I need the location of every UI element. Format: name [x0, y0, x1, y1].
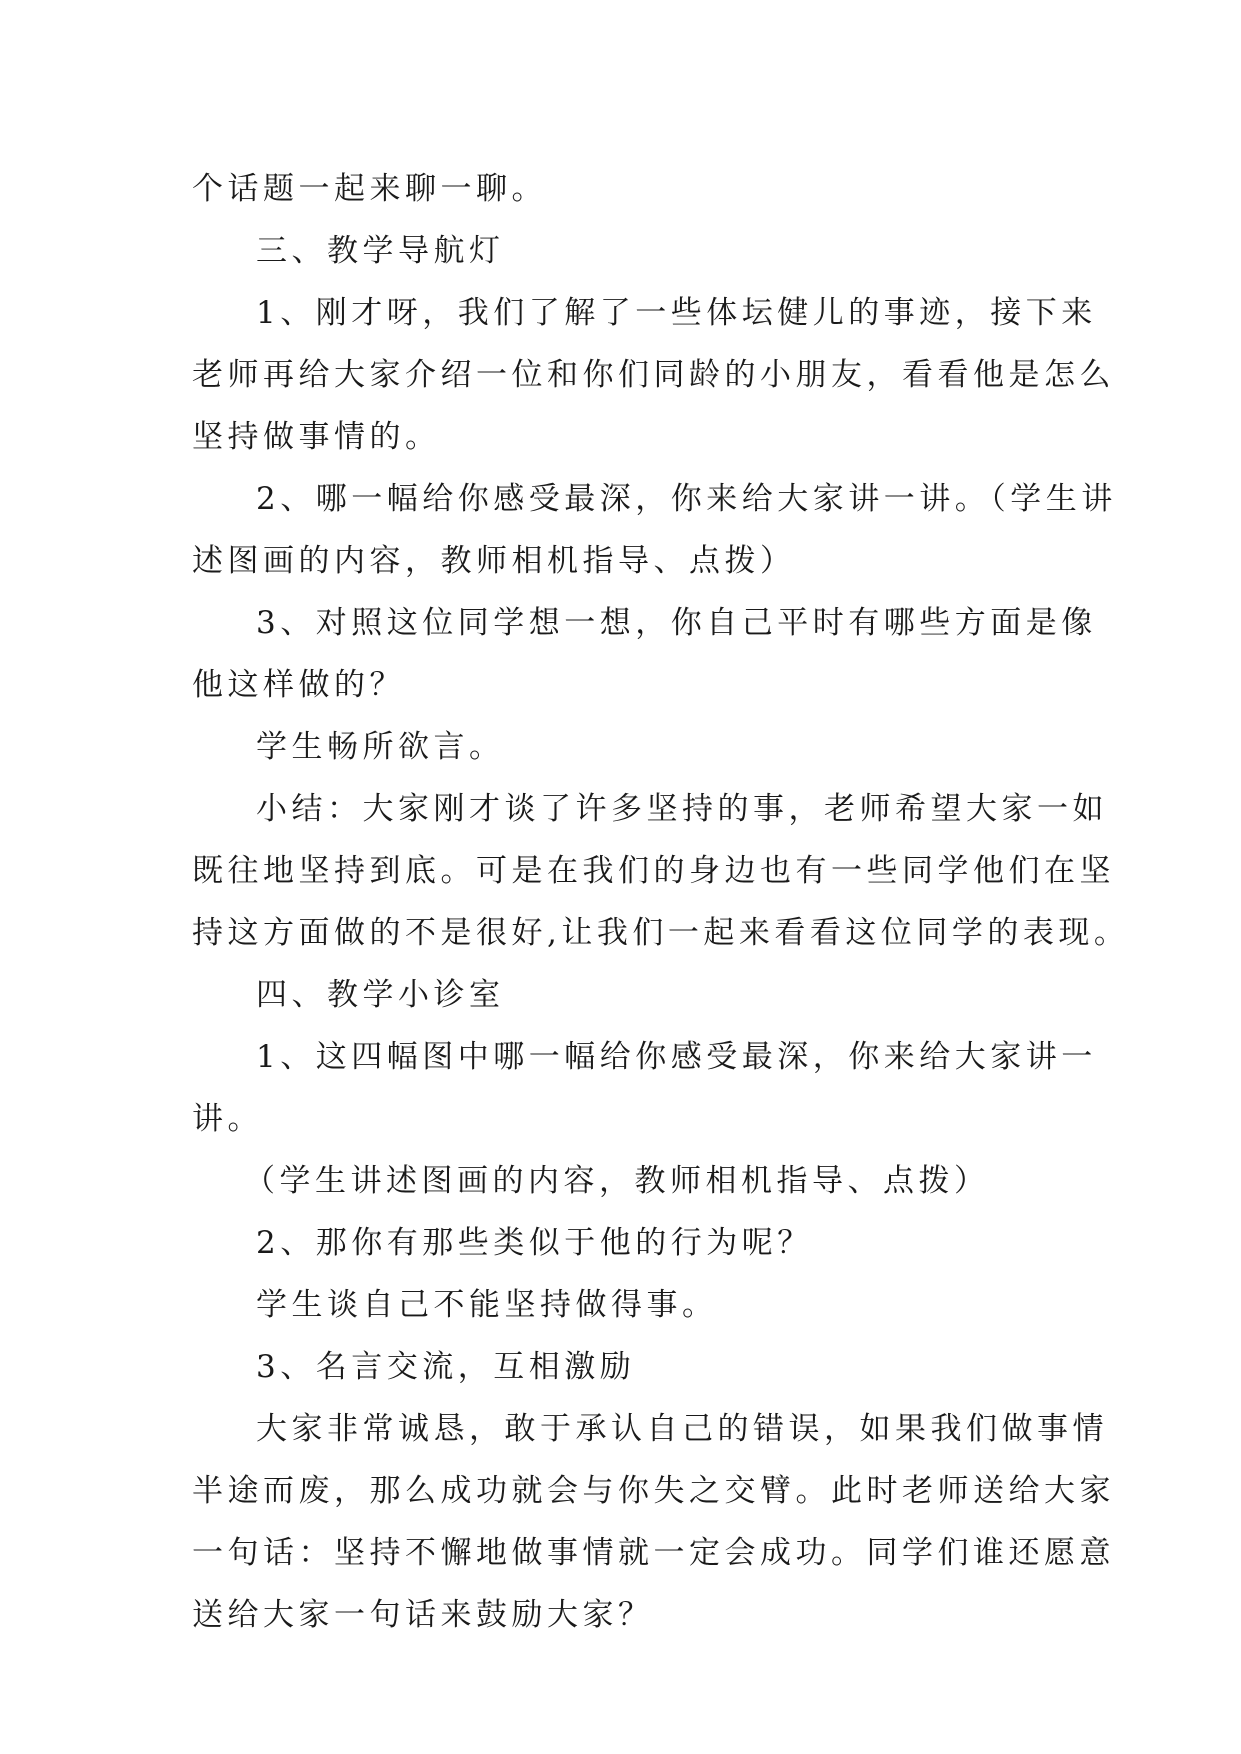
text-line: 学生谈自己不能坚持做得事。: [256, 1287, 718, 1323]
text-line: 老师再给大家介绍一位和你们同龄的小朋友，看看他是怎么: [192, 357, 1115, 393]
text-line: 讲。: [192, 1101, 263, 1137]
section-heading: 三、教学导航灯: [256, 233, 505, 269]
body-text: [192, 158, 1130, 1646]
text-line: 半途而废，那么成功就会与你失之交臂。此时老师送给大家: [192, 1473, 1115, 1509]
text-line: 1、这四幅图中哪一幅给你感受最深，你来给大家讲一: [256, 1039, 1097, 1075]
text-line: 2、那你有那些类似于他的行为呢？: [256, 1225, 813, 1261]
text-line: 3、对照这位同学想一想，你自己平时有哪些方面是像: [256, 605, 1097, 641]
text-line: 3、名言交流，互相激励: [256, 1349, 636, 1385]
text-line: 1、刚才呀，我们了解了一些体坛健儿的事迹，接下来: [256, 295, 1097, 331]
text-line: 小结：大家刚才谈了许多坚持的事，老师希望大家一如: [256, 791, 1108, 827]
text-line: 2、哪一幅给你感受最深，你来给大家讲一讲。（学生讲: [256, 481, 1117, 517]
section-heading: 四、教学小诊室: [256, 977, 505, 1013]
text-line: 学生畅所欲言。: [256, 729, 505, 765]
text-line: 既往地坚持到底。可是在我们的身边也有一些同学他们在坚: [192, 853, 1115, 889]
text-line: 大家非常诚恳，敢于承认自己的错误，如果我们做事情: [256, 1411, 1108, 1447]
text-line: 坚持做事情的。: [192, 419, 441, 455]
text-line: 一句话：坚持不懈地做事情就一定会成功。同学们谁还愿意: [192, 1535, 1115, 1571]
text-line: 他这样做的？: [192, 667, 405, 703]
text-line: 持这方面做的不是很好,让我们一起来看看这位同学的表现。: [192, 915, 1130, 951]
text-line: 个话题一起来聊一聊。: [192, 171, 547, 207]
text-line: 送给大家一句话来鼓励大家？: [192, 1597, 654, 1633]
text-line: 述图画的内容，教师相机指导、点拨）: [192, 543, 796, 579]
text-line: （学生讲述图画的内容，教师相机指导、点拨）: [244, 1163, 990, 1199]
